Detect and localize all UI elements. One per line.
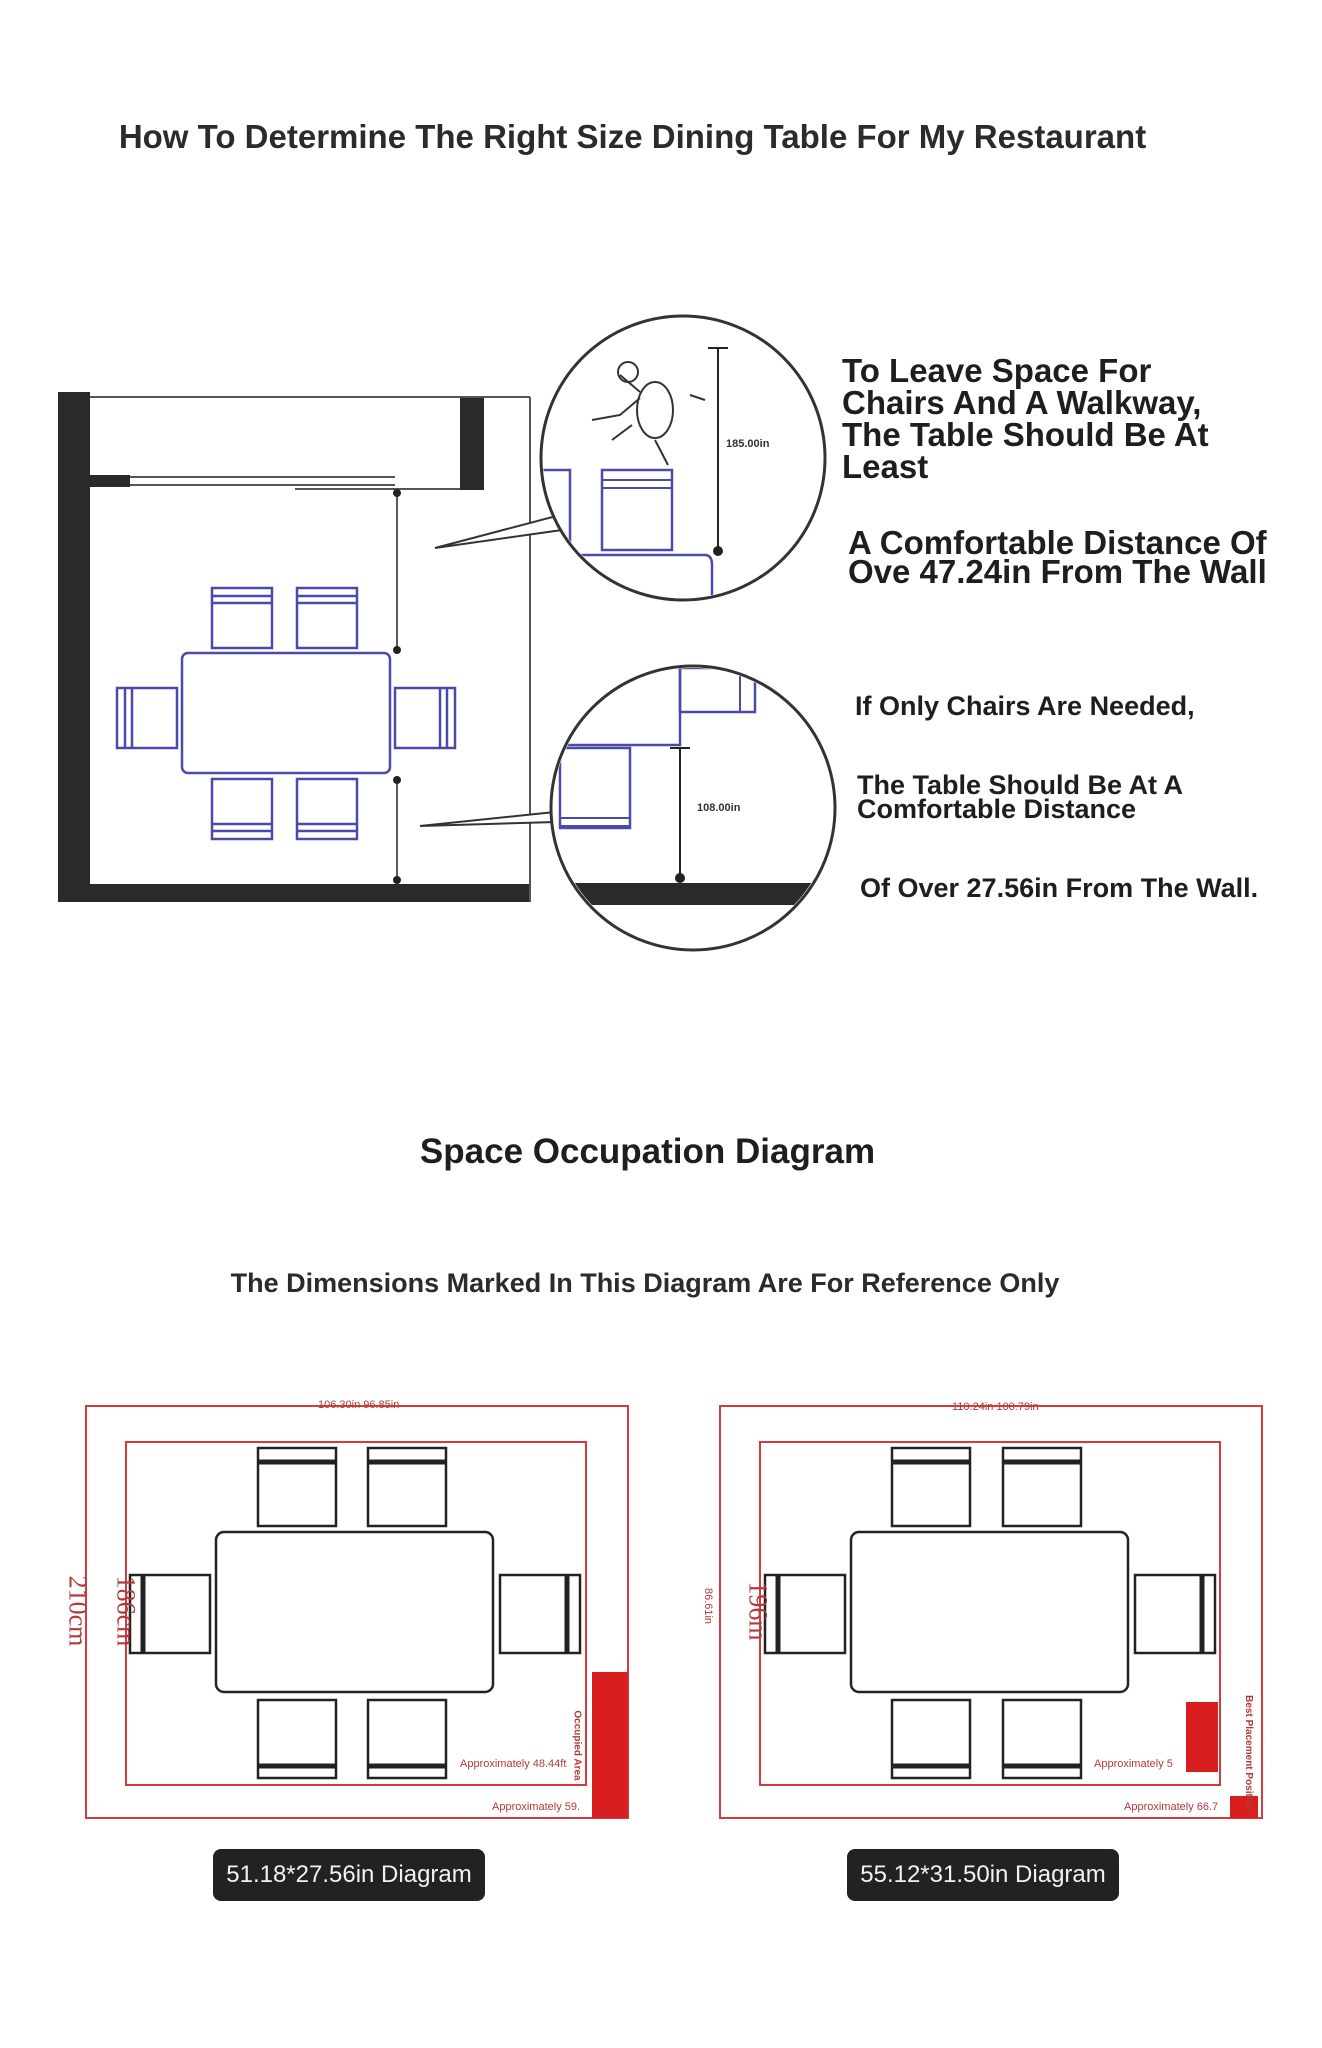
- left-wall: [58, 392, 90, 902]
- plan-2-outer-area: Approximately 66.7: [1124, 1801, 1219, 1813]
- plan-1-outer-area: Approximately 59.: [492, 1801, 581, 1813]
- detail-circle-walkway: [541, 316, 825, 600]
- note-walkway-1: To Leave Space For Chairs And A Walkway, The Table Should Be At Least: [842, 352, 1209, 485]
- top-right-wall-post: [460, 397, 484, 490]
- plan-2-label: 55.12*31.50in Diagram: [847, 1849, 1119, 1901]
- plan-1-label: 51.18*27.56in Diagram: [213, 1849, 485, 1901]
- floor-plan-diagram: [0, 0, 1322, 1000]
- section-subtitle: The Dimensions Marked In This Diagram Are For Reference Only: [230, 1268, 1060, 1298]
- plan-1-outer-side: 210cm: [63, 1575, 93, 1647]
- plan-2-inner-side: 196m: [743, 1581, 773, 1641]
- note-chairs-1: If Only Chairs Are Needed,: [855, 691, 1195, 721]
- plan-2: [720, 1406, 1262, 1818]
- note-chairs-3: Of Over 27.56in From The Wall.: [860, 873, 1259, 903]
- note-chairs-2: The Table Should Be At A Comfortable Distance: [857, 770, 1183, 824]
- space-occupation-plans: [0, 1390, 1322, 1840]
- dining-table: [182, 653, 390, 773]
- plan-2-inner-area: Approximately 5: [1094, 1758, 1173, 1770]
- plan-2-top-dimension: 110.24in 100.79in: [952, 1401, 1039, 1413]
- note-walkway-2: A Comfortable Distance Of Ove 47.24in From The Wall: [848, 524, 1267, 590]
- walkway-measure-label: 185.00in: [726, 438, 770, 450]
- plan-1-tag: Occupied Area: [571, 1710, 583, 1781]
- plan-1-inner-area: Approximately 48.44ft: [460, 1758, 567, 1770]
- plan-1-inner-side: 186cm: [111, 1575, 141, 1647]
- plan-2-tag: Best Placement Position: [1242, 1695, 1254, 1812]
- plan-1-top-dimension: 106.30in 96.85in: [318, 1399, 400, 1411]
- plan-1: [86, 1406, 628, 1818]
- page-title: How To Determine The Right Size Dining Table For My Restaurant: [118, 118, 1147, 155]
- section-title: Space Occupation Diagram: [419, 1132, 876, 1171]
- plan-2-outer-side: 86.61in: [702, 1587, 715, 1625]
- bottom-wall: [58, 884, 530, 902]
- chairs-measure-label: 108.00in: [697, 802, 741, 814]
